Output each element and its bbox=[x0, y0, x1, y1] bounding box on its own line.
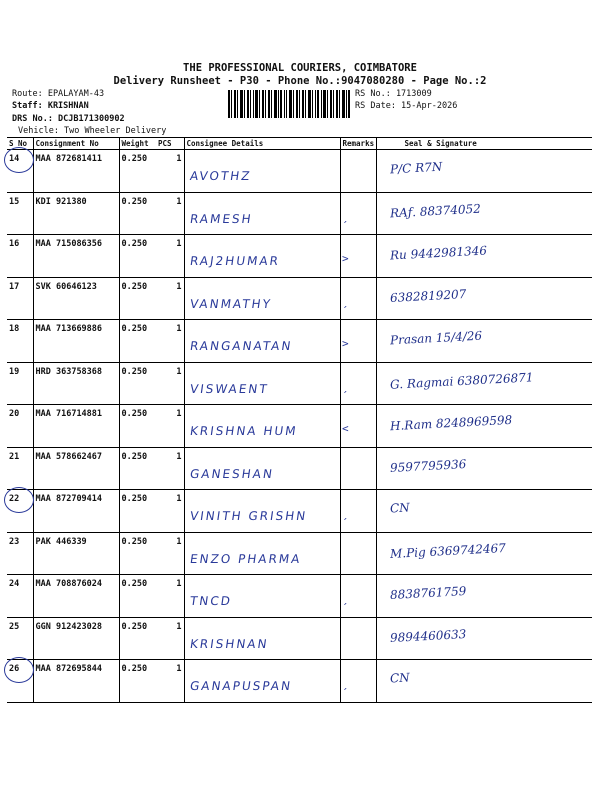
cell-pcs-text: 1 bbox=[176, 579, 182, 589]
cell-weight bbox=[119, 575, 156, 618]
handwritten-consignee-name: KRISHNA HUM bbox=[189, 424, 299, 438]
cell-weight bbox=[119, 235, 156, 278]
table-row bbox=[7, 277, 592, 320]
handwritten-signature: P/C R7N bbox=[389, 159, 443, 177]
cell-sno-text: 23 bbox=[9, 536, 20, 547]
table-header-row bbox=[7, 138, 592, 150]
cell-pcs-text: 1 bbox=[176, 154, 182, 164]
cell-weight-text: 0.250 bbox=[121, 536, 148, 547]
cell-weight-text: 0.250 bbox=[121, 324, 148, 334]
cell-sno-text: 17 bbox=[9, 281, 20, 292]
company-title: THE PROFESSIONAL COURIERS, COIMBATORE bbox=[183, 62, 417, 74]
cell-consignment-text: GGN 912423028 bbox=[35, 621, 103, 632]
cell-consignment-text: HRD 363758368 bbox=[35, 366, 103, 377]
cell-pcs bbox=[156, 405, 184, 448]
cell-pcs-text: 1 bbox=[176, 239, 182, 249]
cell-sno bbox=[7, 277, 33, 320]
cell-weight bbox=[119, 320, 156, 363]
cell-consignment bbox=[33, 447, 119, 490]
cell-sno-text: 15 bbox=[9, 196, 20, 207]
cell-weight bbox=[119, 277, 156, 320]
cell-sno-text: 14 bbox=[9, 154, 20, 164]
cell-sno bbox=[7, 235, 33, 278]
cell-weight-text: 0.250 bbox=[121, 579, 148, 589]
cell-pcs-text: 1 bbox=[176, 324, 182, 334]
cell-consignment bbox=[33, 660, 119, 703]
cell-consignment-text: MAA 578662467 bbox=[35, 451, 103, 462]
cell-pcs bbox=[156, 617, 184, 660]
cell-sno bbox=[7, 575, 33, 618]
handwritten-consignee-name: RANGANATAN bbox=[189, 339, 294, 353]
handwritten-signature: CN bbox=[389, 670, 411, 686]
cell-sno bbox=[7, 362, 33, 405]
cell-consignment bbox=[33, 150, 119, 193]
handwritten-consignee-name: RAMESH bbox=[189, 211, 254, 226]
cell-weight bbox=[119, 532, 156, 575]
cell-remarks bbox=[340, 617, 376, 660]
table-row bbox=[7, 150, 592, 193]
cell-sno bbox=[7, 447, 33, 490]
remark-tick-mark: ˏ bbox=[342, 209, 349, 223]
remark-tick-mark: ˏ bbox=[342, 507, 349, 520]
rs-number: RS No.: 1713009 bbox=[355, 89, 432, 99]
handwritten-consignee-name: RAJ2HUMAR bbox=[189, 254, 281, 268]
cell-sno-text: 25 bbox=[9, 621, 20, 632]
cell-pcs bbox=[156, 150, 184, 193]
cell-pcs bbox=[156, 575, 184, 618]
column-header-consignment: Consignment No bbox=[33, 138, 119, 150]
cell-sno-text: 21 bbox=[9, 451, 20, 462]
cell-consignment-text: KDI 921380 bbox=[35, 196, 87, 207]
cell-pcs bbox=[156, 235, 184, 278]
table-row bbox=[7, 192, 592, 235]
cell-consignment-text: MAA 713669886 bbox=[35, 324, 103, 334]
cell-weight-text: 0.250 bbox=[121, 196, 148, 207]
barcode-icon bbox=[228, 90, 350, 118]
cell-weight bbox=[119, 150, 156, 193]
cell-weight bbox=[119, 192, 156, 235]
rs-date: RS Date: 15-Apr-2026 bbox=[355, 101, 458, 111]
cell-consignment bbox=[33, 320, 119, 363]
cell-pcs bbox=[156, 660, 184, 703]
cell-sno bbox=[7, 320, 33, 363]
cell-weight bbox=[119, 660, 156, 703]
cell-weight-text: 0.250 bbox=[121, 621, 148, 632]
handwritten-consignee-name: VANMATHY bbox=[189, 296, 273, 311]
cell-pcs-text: 1 bbox=[176, 621, 182, 632]
handwritten-signature: Ru 9442981346 bbox=[389, 243, 488, 263]
vehicle-label: Vehicle: Two Wheeler Delivery bbox=[18, 126, 167, 136]
cell-consignment-text: MAA 716714881 bbox=[35, 409, 103, 419]
cell-consignment-text: MAA 872695844 bbox=[35, 664, 103, 674]
cell-consignment bbox=[33, 532, 119, 575]
remark-tick-mark: ˏ bbox=[342, 677, 349, 690]
cell-consignment-text: MAA 715086356 bbox=[35, 239, 103, 249]
cell-weight-text: 0.250 bbox=[121, 494, 148, 504]
remark-tick-mark: ˏ bbox=[342, 592, 349, 605]
handwritten-consignee-name: KRISHNAN bbox=[189, 636, 270, 651]
cell-sno-text: 24 bbox=[9, 579, 20, 589]
cell-pcs-text: 1 bbox=[176, 494, 182, 504]
cell-weight-text: 0.250 bbox=[121, 451, 148, 462]
cell-remarks bbox=[340, 532, 376, 575]
cell-sno bbox=[7, 192, 33, 235]
cell-consignment-text: MAA 708876024 bbox=[35, 579, 103, 589]
handwritten-consignee-name: GANAPUSPAN bbox=[189, 679, 293, 693]
cell-consignment bbox=[33, 617, 119, 660]
remark-tick-mark: < bbox=[342, 422, 349, 435]
handwritten-signature: 6382819207 bbox=[389, 286, 467, 305]
route-label: Route: EPALAYAM-43 bbox=[12, 89, 105, 99]
cell-pcs bbox=[156, 362, 184, 405]
serial-circle-mark bbox=[4, 487, 34, 513]
handwritten-consignee-name: GANESHAN bbox=[189, 466, 275, 481]
cell-pcs-text: 1 bbox=[176, 664, 182, 674]
table-row bbox=[7, 575, 592, 618]
handwritten-signature: Prasan 15/4/26 bbox=[389, 328, 483, 348]
cell-weight bbox=[119, 405, 156, 448]
handwritten-consignee-name: ENZO PHARMA bbox=[189, 551, 303, 566]
cell-pcs-text: 1 bbox=[176, 196, 182, 207]
cell-sno bbox=[7, 405, 33, 448]
cell-sno-text: 26 bbox=[9, 664, 20, 674]
column-header-signature: Seal & Signature bbox=[376, 138, 592, 150]
cell-remarks bbox=[340, 447, 376, 490]
cell-sno-text: 22 bbox=[9, 494, 20, 504]
cell-consignment bbox=[33, 490, 119, 533]
cell-pcs bbox=[156, 192, 184, 235]
cell-consignment-text: MAA 872681411 bbox=[35, 154, 103, 164]
table-row bbox=[7, 235, 592, 278]
cell-consignment bbox=[33, 235, 119, 278]
table-row bbox=[7, 660, 592, 703]
column-header-weight: Weight bbox=[119, 138, 156, 150]
column-header-remarks: Remarks bbox=[340, 138, 376, 150]
cell-pcs bbox=[156, 320, 184, 363]
handwritten-signature: CN bbox=[389, 500, 411, 516]
cell-pcs-text: 1 bbox=[176, 536, 182, 547]
cell-weight-text: 0.250 bbox=[121, 154, 148, 164]
handwritten-consignee-name: TNCD bbox=[189, 594, 233, 608]
cell-pcs-text: 1 bbox=[176, 281, 182, 292]
cell-weight-text: 0.250 bbox=[121, 281, 148, 292]
cell-remarks bbox=[340, 150, 376, 193]
cell-sno bbox=[7, 532, 33, 575]
remark-tick-mark: ˏ bbox=[342, 379, 349, 393]
handwritten-consignee-name: VINITH GRISHN bbox=[189, 509, 309, 523]
cell-pcs-text: 1 bbox=[176, 409, 182, 419]
cell-weight-text: 0.250 bbox=[121, 664, 148, 674]
handwritten-consignee-name: AVOTHZ bbox=[189, 169, 253, 183]
cell-weight-text: 0.250 bbox=[121, 409, 148, 419]
cell-consignment bbox=[33, 405, 119, 448]
table-row bbox=[7, 320, 592, 363]
table-row bbox=[7, 617, 592, 660]
column-header-sno: S No bbox=[7, 138, 33, 150]
cell-pcs bbox=[156, 490, 184, 533]
drs-label: DRS No.: DCJB171300902 bbox=[12, 114, 125, 124]
handwritten-signature: M.Pig 6369742467 bbox=[389, 540, 507, 561]
column-header-details: Consignee Details bbox=[184, 138, 340, 150]
cell-weight bbox=[119, 447, 156, 490]
handwritten-signature: G. Ragmai 6380726871 bbox=[389, 369, 534, 392]
remark-tick-mark: > bbox=[342, 252, 349, 265]
handwritten-signature: H.Ram 8248969598 bbox=[389, 412, 513, 434]
remark-tick-mark: > bbox=[342, 337, 349, 350]
column-header-pcs: PCS bbox=[156, 138, 184, 150]
serial-circle-mark bbox=[4, 657, 34, 683]
cell-pcs bbox=[156, 532, 184, 575]
cell-sno-text: 20 bbox=[9, 409, 20, 419]
cell-sno-text: 16 bbox=[9, 239, 20, 249]
cell-consignment bbox=[33, 362, 119, 405]
cell-weight bbox=[119, 617, 156, 660]
runsheet-subtitle: Delivery Runsheet - P30 - Phone No.:9047080280 - Page No.:2 bbox=[113, 75, 487, 87]
serial-circle-mark bbox=[4, 147, 34, 173]
cell-consignment-text: SVK 60646123 bbox=[35, 281, 97, 292]
handwritten-signature: 9894460633 bbox=[389, 626, 467, 645]
cell-pcs bbox=[156, 277, 184, 320]
remark-tick-mark: ˏ bbox=[342, 294, 349, 308]
handwritten-signature: 8838761759 bbox=[389, 584, 467, 602]
cell-consignment-text: MAA 872709414 bbox=[35, 494, 103, 504]
cell-consignment bbox=[33, 192, 119, 235]
table-row bbox=[7, 447, 592, 490]
cell-sno bbox=[7, 617, 33, 660]
handwritten-signature: 9597795936 bbox=[389, 456, 467, 475]
cell-pcs bbox=[156, 447, 184, 490]
cell-weight-text: 0.250 bbox=[121, 239, 148, 249]
cell-pcs-text: 1 bbox=[176, 366, 182, 377]
handwritten-signature: RAƒ. 88374052 bbox=[389, 201, 482, 220]
cell-consignment-text: PAK 446339 bbox=[35, 536, 87, 547]
handwritten-consignee-name: VISWAENT bbox=[189, 381, 270, 396]
cell-sno-text: 18 bbox=[9, 324, 20, 334]
cell-weight bbox=[119, 490, 156, 533]
cell-sno-text: 19 bbox=[9, 366, 20, 377]
cell-pcs-text: 1 bbox=[176, 451, 182, 462]
cell-weight bbox=[119, 362, 156, 405]
cell-weight-text: 0.250 bbox=[121, 366, 148, 377]
staff-label: Staff: KRISHNAN bbox=[12, 101, 89, 111]
cell-consignment bbox=[33, 575, 119, 618]
cell-consignment bbox=[33, 277, 119, 320]
